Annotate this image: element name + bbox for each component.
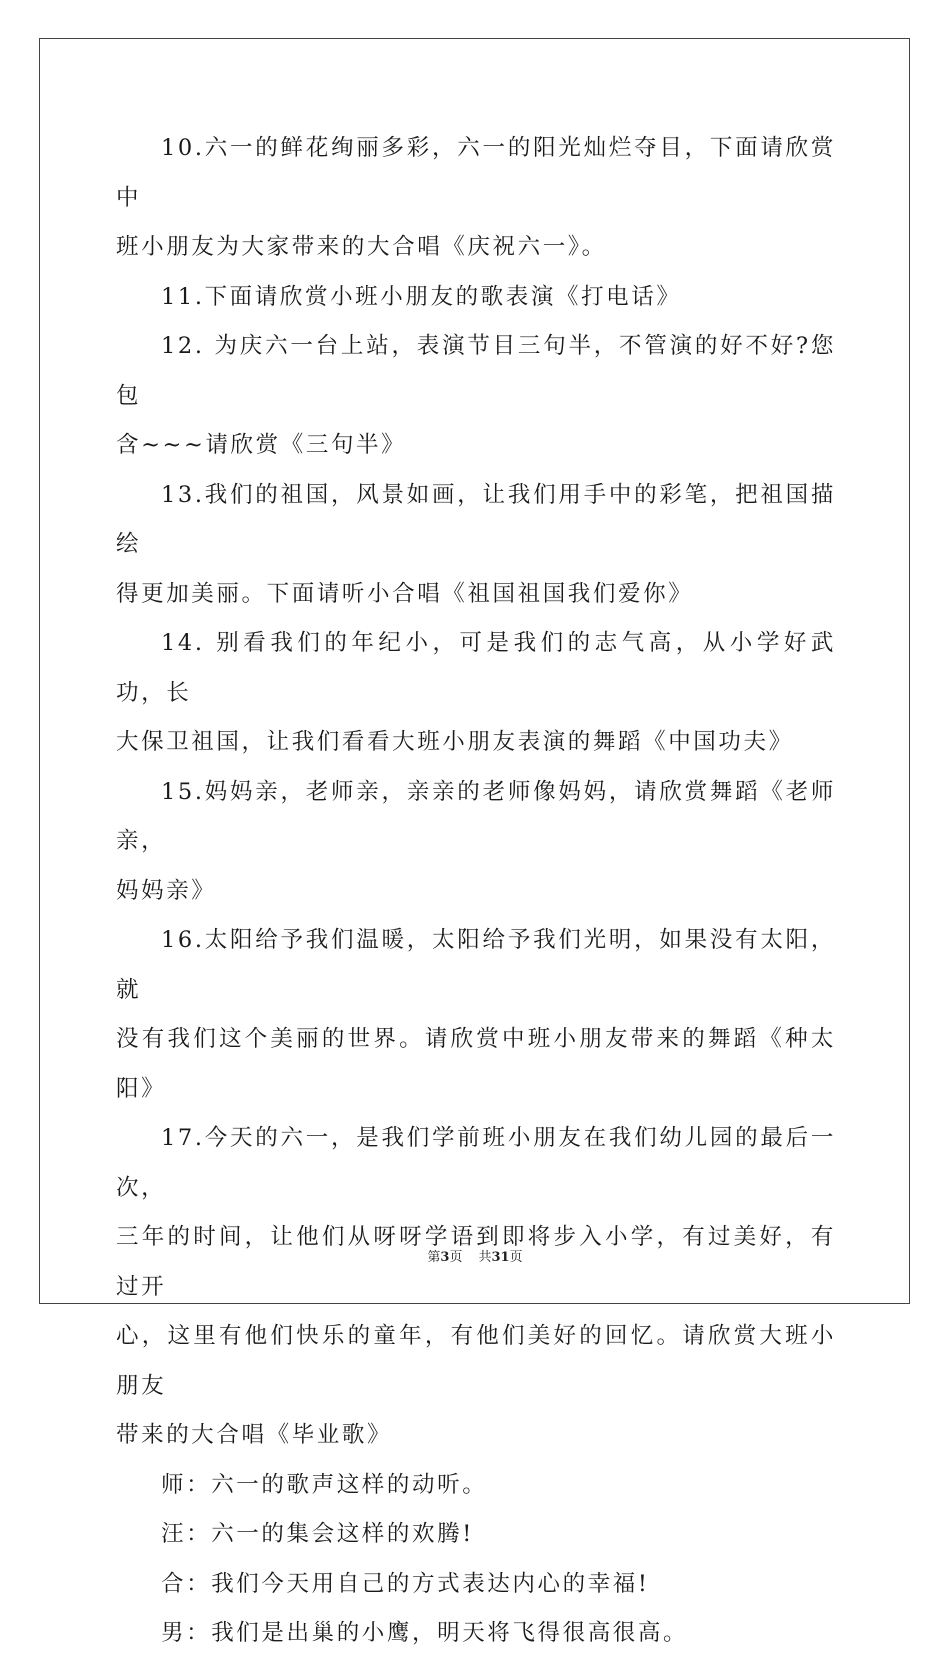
- text-line: 三年的时间，让他们从呀呀学语到即将步入小学，有过美好，有过开: [116, 1224, 836, 1300]
- text-line: 17.今天的六一，是我们学前班小朋友在我们幼儿园的最后一次，: [116, 1125, 836, 1201]
- paragraph-item-14: [116, 619, 836, 768]
- page-suffix: 页: [449, 1250, 463, 1265]
- text-line: 男：我们是出巢的小鹰，明天将飞得很高很高。: [161, 1620, 689, 1646]
- text-line: 师：六一的歌声这样的动听。: [161, 1471, 488, 1498]
- total-suffix: 页: [509, 1250, 523, 1265]
- text-line: 11.下面请欣赏小班小朋友的歌表演《打电话》: [161, 283, 682, 310]
- total-prefix: 共: [478, 1250, 492, 1265]
- paragraph-item-10: [116, 124, 836, 273]
- text-line: 大保卫祖国，让我们看看大班小朋友表演的舞蹈《中国功夫》: [116, 729, 794, 755]
- text-line: 得更加美丽。下面请听小合唱《祖国祖国我们爱你》: [116, 580, 694, 607]
- text-line: 班小朋友为大家带来的大合唱《庆祝六一》。: [116, 234, 607, 260]
- paragraph-line-nan: [116, 1609, 836, 1659]
- text-line: 妈妈亲》: [116, 877, 217, 904]
- text-line: 10.六一的鲜花绚丽多彩，六一的阳光灿烂夺目，下面请欣赏中: [116, 135, 836, 211]
- text-line: 没有我们这个美丽的世界。请欣赏中班小朋友带来的舞蹈《种太阳》: [116, 1026, 836, 1102]
- paragraph-item-17: [116, 1114, 836, 1461]
- text-line: 14. 别看我们的年纪小，可是我们的志气高，从小学好武功，长: [116, 630, 836, 706]
- paragraph-line-shi: [116, 1461, 836, 1511]
- text-line: 汪：六一的集会这样的欢腾!: [161, 1521, 474, 1547]
- page-prefix: 第: [427, 1250, 441, 1265]
- paragraph-line-he: [116, 1560, 836, 1610]
- paragraph-line-wang: [116, 1510, 836, 1560]
- paragraph-item-11: [116, 273, 836, 323]
- page-total: 31: [491, 1250, 510, 1265]
- text-line: 13.我们的祖国，风景如画，让我们用手中的彩笔，把祖国描绘: [116, 481, 836, 557]
- page-footer: [0, 1246, 950, 1265]
- document-body: [116, 124, 836, 1659]
- text-line: 含~~~请欣赏《三句半》: [116, 432, 407, 458]
- text-line: 心，这里有他们快乐的童年，有他们美好的回忆。请欣赏大班小朋友: [116, 1323, 836, 1399]
- text-line: 合：我们今天用自己的方式表达内心的幸福!: [161, 1570, 650, 1597]
- paragraph-item-12: [116, 322, 836, 471]
- text-line: 15.妈妈亲，老师亲，亲亲的老师像妈妈，请欣赏舞蹈《老师亲，: [116, 778, 836, 854]
- paragraph-item-13: [116, 471, 836, 620]
- text-line: 12. 为庆六一台上站，表演节目三句半，不管演的好不好?您包: [116, 333, 836, 409]
- text-line: 带来的大合唱《毕业歌》: [116, 1422, 393, 1448]
- page-current: 3: [440, 1250, 450, 1265]
- paragraph-item-15: [116, 768, 836, 917]
- paragraph-item-16: [116, 916, 836, 1114]
- text-line: 16.太阳给予我们温暖，太阳给予我们光明，如果没有太阳，就: [116, 927, 836, 1003]
